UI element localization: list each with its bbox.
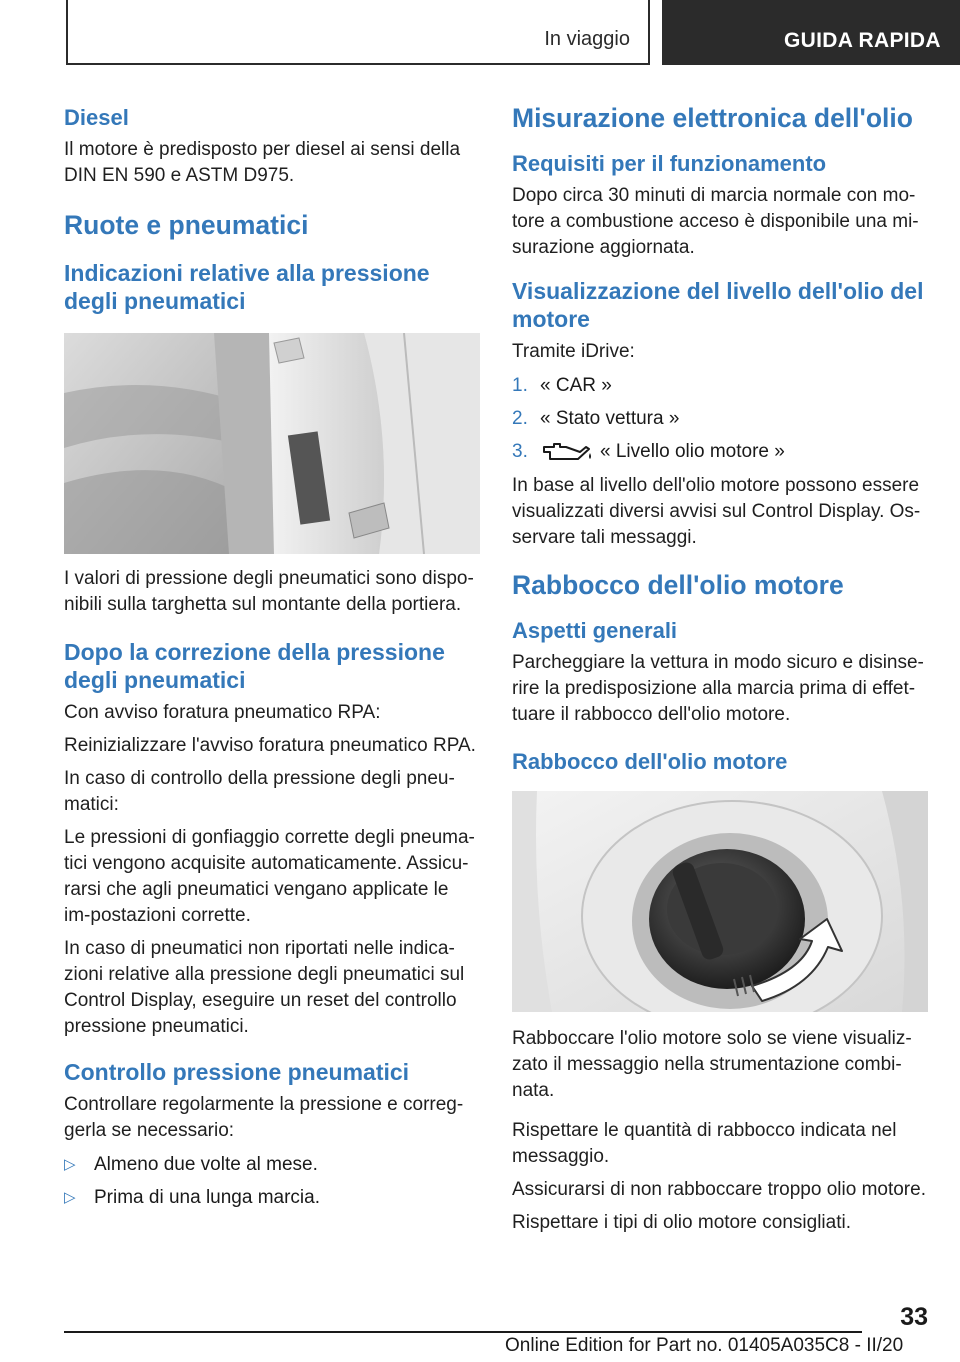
list-item xyxy=(512,439,928,465)
edition-note: Online Edition for Part no. 01405A035C8 - II/20 xyxy=(505,1335,904,1356)
list-item xyxy=(64,1152,480,1178)
menu-oil-level[interactable]: « Livello olio motore » xyxy=(600,441,785,462)
idrive-intro: Tramite iDrive: xyxy=(512,341,635,362)
requirements-heading: Requisiti per il funzionamento xyxy=(512,151,827,176)
right-column xyxy=(512,100,928,1236)
footer-divider xyxy=(64,1331,862,1333)
oil-filler-cap-illustration xyxy=(512,791,928,1012)
tire-caption: I valori di pressione degli pneumatici sono dispo-nibili sulla targhetta sul montante della portiera. xyxy=(64,568,474,615)
list-item-text: Prima di una lunga marcia. xyxy=(94,1187,320,1208)
list-item xyxy=(64,1185,480,1211)
list-item xyxy=(512,373,928,399)
pressure-check-text: In caso di controllo della pressione degli pneu-matici: xyxy=(64,768,455,815)
list-item-text: Almeno due volte al mese. xyxy=(94,1154,318,1175)
menu-car[interactable]: « CAR » xyxy=(540,375,612,396)
requirements-text: Dopo circa 30 minuti di marcia normale con mo-tore a combustione acceso è disponibile una mi-surazione aggiornata. xyxy=(512,185,919,258)
overfill-warning-text: Assicurarsi di non rabboccare troppo olio motore. xyxy=(512,1179,926,1200)
idrive-steps xyxy=(512,373,928,465)
step-number: 1. xyxy=(512,375,528,396)
step-number: 2. xyxy=(512,408,528,429)
header-frame xyxy=(66,0,650,65)
page-number: 33 xyxy=(900,1303,928,1331)
oil-refill-subheading: Rabbocco dell'olio motore xyxy=(512,749,788,774)
left-column xyxy=(64,100,480,1211)
bullet-triangle-icon: ▷ xyxy=(64,1189,76,1206)
after-correction-heading: Dopo la correzione della pressione degli pneumatici xyxy=(64,639,445,693)
pressure-control-heading: Controllo pressione pneumatici xyxy=(64,1059,410,1085)
pressure-control-text: Controllare regolarmente la pressione e correg-gerla se necessario: xyxy=(64,1094,464,1141)
bullet-triangle-icon: ▷ xyxy=(64,1156,76,1173)
door-pillar-illustration xyxy=(64,333,480,554)
pressure-info-heading: Indicazioni relative alla pressione degli pneumatici xyxy=(64,260,430,314)
oil-types-text: Rispettare i tipi di olio motore consigliati. xyxy=(512,1212,851,1233)
oil-level-warning-text: In base al livello dell'olio motore possono essere visualizzati diversi avvisi sul Control Display. Os-servare tali messaggi. xyxy=(512,475,921,548)
rpa-note: Con avviso foratura pneumatico RPA: xyxy=(64,702,381,723)
general-aspects-text: Parcheggiare la vettura in modo sicuro e disinse-rire la predisposizione alla marcia prima di effet-tuare il rabbocco dell'olio motore. xyxy=(512,652,924,725)
oil-level-display-heading: Visualizzazione del livello dell'olio del motore xyxy=(512,278,924,332)
diesel-heading: Diesel xyxy=(64,105,129,130)
chapter-tab[interactable]: GUIDA RAPIDA xyxy=(662,0,960,65)
inflation-pressures-text: Le pressioni di gonfiaggio corrette degli pneuma-tici vengono acquisite automaticamente. Assicu-rarsi che agli pneumatici vengano applicate le im-postazioni corrette. xyxy=(64,827,475,926)
refill-condition-text: Rabboccare l'olio motore solo se viene visualiz-zato il messaggio nella strumentazione combi-nata. xyxy=(512,1028,912,1101)
refill-quantity-text: Rispettare le quantità di rabbocco indicata nel messaggio. xyxy=(512,1120,897,1167)
list-item xyxy=(512,406,928,432)
menu-vehicle-status[interactable]: « Stato vettura » xyxy=(540,408,680,429)
section-title: In viaggio xyxy=(544,28,630,50)
oil-can-icon xyxy=(540,441,594,463)
diesel-text: Il motore è predisposto per diesel ai sensi della DIN EN 590 e ASTM D975. xyxy=(64,139,461,186)
check-frequency-list xyxy=(64,1152,480,1211)
oil-refill-heading: Rabbocco dell'olio motore xyxy=(512,570,844,600)
step-number: 3. xyxy=(512,441,528,462)
ruote-heading: Ruote e pneumatici xyxy=(64,210,309,240)
rpa-reset-text: Reinizializzare l'avviso foratura pneumatico RPA. xyxy=(64,735,476,756)
reset-instruction-text: In caso di pneumatici non riportati nelle indica-zioni relative alla pressione degli pneumatici sul Control Display, eseguire un reset del controllo pressione pneumatici. xyxy=(64,938,465,1037)
oil-measurement-heading: Misurazione elettronica dell'olio xyxy=(512,103,913,133)
general-aspects-heading: Aspetti generali xyxy=(512,618,678,643)
